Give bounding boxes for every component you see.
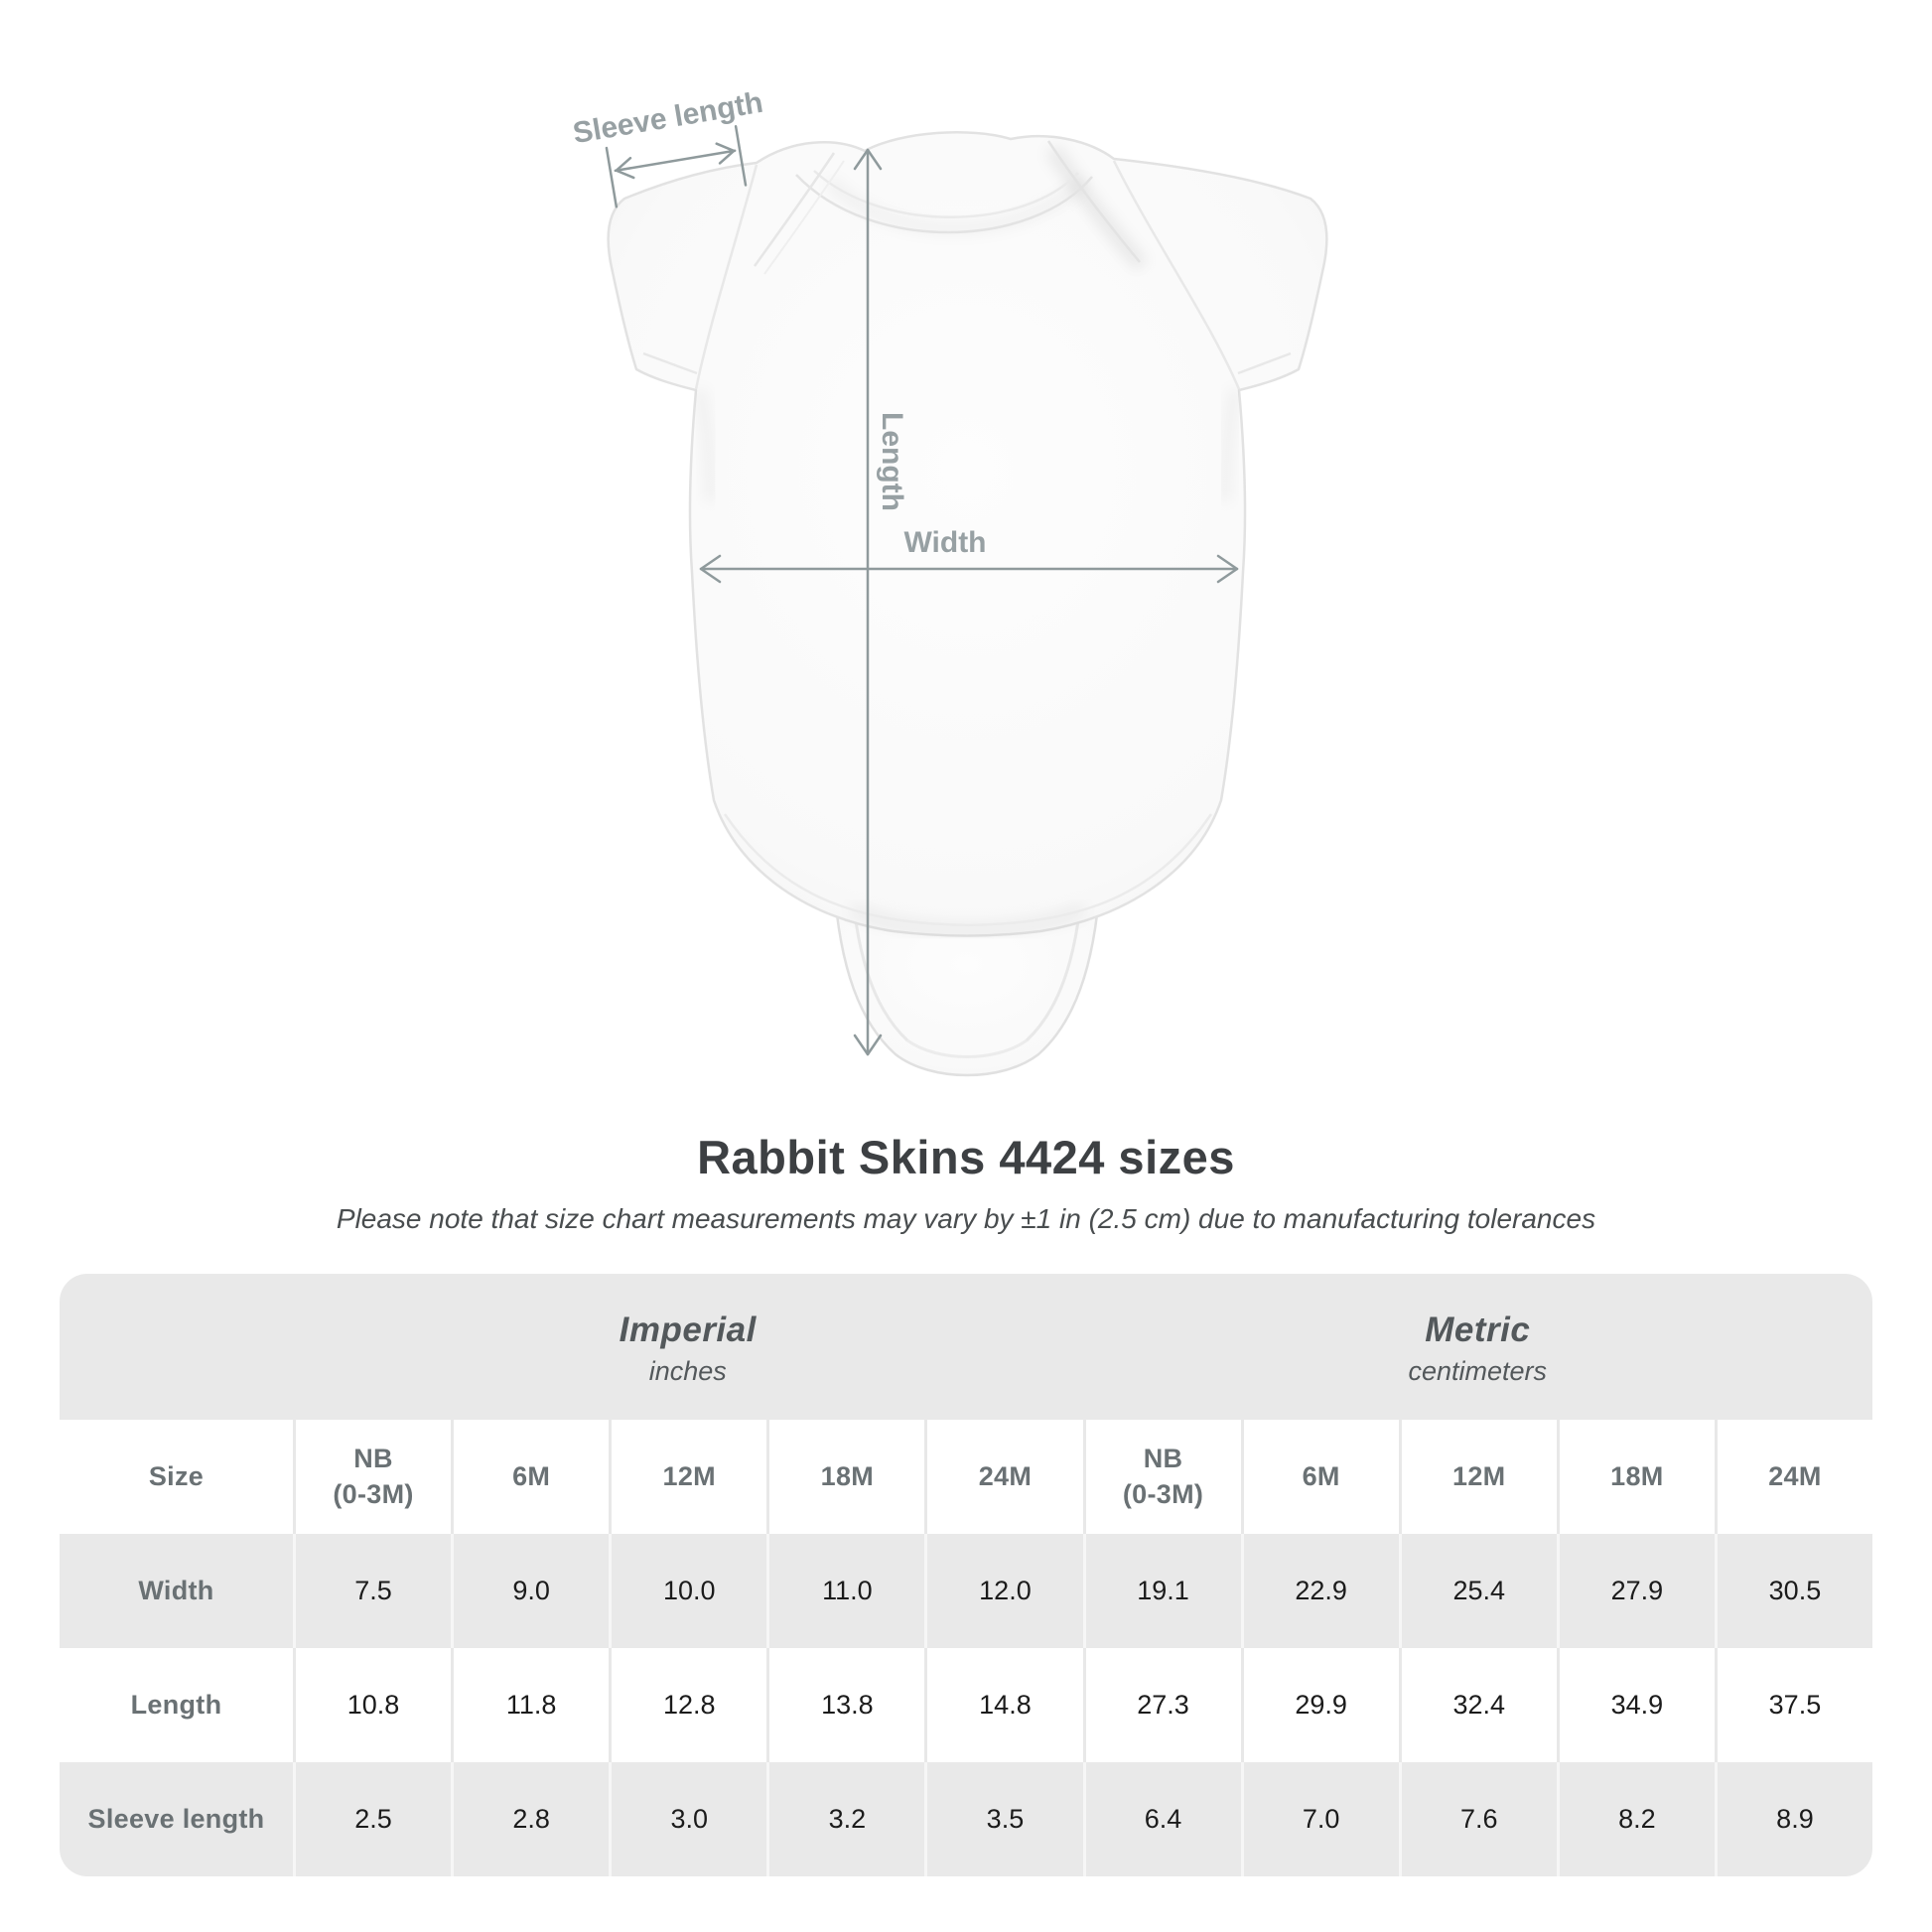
tolerance-note: Please note that size chart measurements may vary by ±1 in (2.5 cm) due to manufacturing tolerances — [336, 1203, 1596, 1234]
length-nb-in: 10.8 — [293, 1648, 451, 1762]
width-6m-in: 9.0 — [451, 1534, 609, 1648]
row-label-sleeve-length: Sleeve length — [87, 1804, 265, 1834]
length-12m-cm: 32.4 — [1399, 1648, 1557, 1762]
width-nb-in: 7.5 — [293, 1534, 451, 1648]
col-header-nb-metric: NB (0-3M) — [1083, 1420, 1241, 1534]
metric-unit: centimeters — [1408, 1356, 1548, 1386]
sleeve-18m-cm: 8.2 — [1557, 1762, 1715, 1876]
table-row-sleeve-length — [60, 1762, 1872, 1876]
width-12m-in: 10.0 — [609, 1534, 766, 1648]
sleeve-18m-in: 3.2 — [766, 1762, 924, 1876]
page-title: Rabbit Skins 4424 sizes — [697, 1131, 1235, 1183]
width-12m-cm: 25.4 — [1399, 1534, 1557, 1648]
table-row-width — [60, 1534, 1872, 1648]
width-6m-cm: 22.9 — [1241, 1534, 1399, 1648]
col-header-18m-imperial: 18M — [766, 1420, 924, 1534]
width-18m-cm: 27.9 — [1557, 1534, 1715, 1648]
row-label-length: Length — [130, 1690, 222, 1720]
length-nb-cm: 27.3 — [1083, 1648, 1241, 1762]
col-header-18m-metric: 18M — [1557, 1420, 1715, 1534]
width-24m-cm: 30.5 — [1715, 1534, 1872, 1648]
col-header-6m-metric: 6M — [1241, 1420, 1399, 1534]
metric-group-header — [1083, 1274, 1873, 1420]
width-label: Width — [903, 526, 987, 559]
length-18m-in: 13.8 — [766, 1648, 924, 1762]
length-12m-in: 12.8 — [609, 1648, 766, 1762]
sleeve-12m-in: 3.0 — [609, 1762, 766, 1876]
col-header-12m-metric: 12M — [1399, 1420, 1557, 1534]
unit-group-band — [60, 1274, 1872, 1420]
length-24m-cm: 37.5 — [1715, 1648, 1872, 1762]
col-header-12m-imperial: 12M — [609, 1420, 766, 1534]
length-label: Length — [876, 412, 908, 511]
size-table — [60, 1274, 1872, 1876]
length-6m-in: 11.8 — [451, 1648, 609, 1762]
sleeve-6m-in: 2.8 — [451, 1762, 609, 1876]
col-header-nb-imperial: NB (0-3M) — [293, 1420, 451, 1534]
sleeve-6m-cm: 7.0 — [1241, 1762, 1399, 1876]
sleeve-length-label: Sleeve length — [570, 85, 765, 151]
metric-label: Metric — [1425, 1311, 1531, 1349]
table-row-length — [60, 1648, 1872, 1762]
imperial-label: Imperial — [619, 1311, 757, 1349]
sleeve-nb-cm: 6.4 — [1083, 1762, 1241, 1876]
sleeve-24m-in: 3.5 — [924, 1762, 1082, 1876]
width-nb-cm: 19.1 — [1083, 1534, 1241, 1648]
length-18m-cm: 34.9 — [1557, 1648, 1715, 1762]
imperial-group-header — [293, 1274, 1083, 1420]
sleeve-24m-cm: 8.9 — [1715, 1762, 1872, 1876]
length-6m-cm: 29.9 — [1241, 1648, 1399, 1762]
col-header-24m-imperial: 24M — [924, 1420, 1082, 1534]
length-24m-in: 14.8 — [924, 1648, 1082, 1762]
size-corner-header: Size — [148, 1461, 205, 1491]
imperial-unit: inches — [648, 1356, 727, 1386]
table-header-row — [60, 1420, 1872, 1534]
col-header-24m-metric: 24M — [1715, 1420, 1872, 1534]
sleeve-nb-in: 2.5 — [293, 1762, 451, 1876]
col-header-6m-imperial: 6M — [451, 1420, 609, 1534]
sleeve-12m-cm: 7.6 — [1399, 1762, 1557, 1876]
width-18m-in: 11.0 — [766, 1534, 924, 1648]
row-label-width: Width — [138, 1576, 214, 1605]
width-24m-in: 12.0 — [924, 1534, 1082, 1648]
